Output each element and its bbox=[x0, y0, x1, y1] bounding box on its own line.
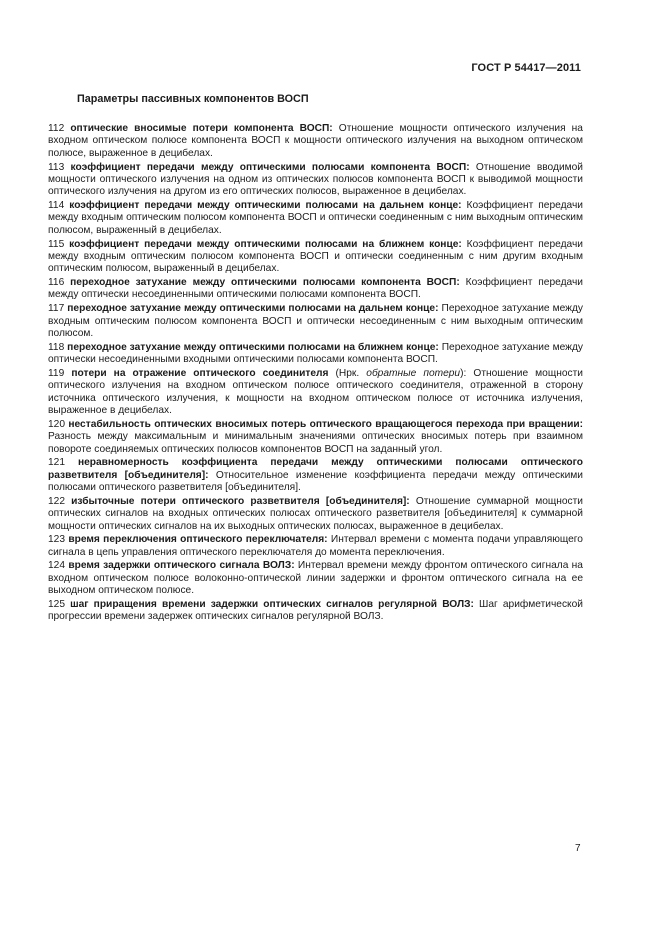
term-entry-123 bbox=[48, 534, 583, 559]
term-entry-122 bbox=[48, 496, 583, 533]
entry-term: переходное затухание между оптическими полюсами компонента ВОСП: bbox=[70, 277, 460, 289]
entry-number: 116 bbox=[48, 277, 65, 289]
entry-definition: Отношение мощности оптического излучения на входном оптическом полюсе оптического соединителя, отраженной в сторону источника оптического излучения, к мощности на входном оптическом полюсе от источника излучения, выраженное в децибелах. bbox=[48, 367, 583, 417]
term-entries bbox=[48, 123, 583, 625]
term-entry-115 bbox=[48, 239, 583, 276]
term-entry-113 bbox=[48, 162, 583, 199]
entry-term: время переключения оптического переключателя: bbox=[68, 534, 328, 546]
entry-number: 122 bbox=[48, 495, 65, 507]
entry-term: переходное затухание между оптическими полюсами на ближнем конце: bbox=[67, 341, 439, 353]
entry-term: неравномерность коэффициента передачи между оптическими полюсами оптического разветвителя [объединителя]: bbox=[48, 457, 583, 481]
section-title: Параметры пассивных компонентов ВОСП bbox=[77, 93, 309, 105]
entry-definition: Коэффициент передачи между входным оптическим полюсом компонента ВОСП и оптически соединенным с ним другим входным оптическим полюсом, выраженный в децибелах. bbox=[48, 238, 583, 275]
term-entry-116 bbox=[48, 277, 583, 302]
entry-definition: Отношение вводимой мощности оптического излучения на одном из оптических полюсов компонента ВОСП к выводимой мощности оптического излучения на другом из его оптических полюсов, выраженное в децибелах. bbox=[48, 161, 583, 198]
page-number: 7 bbox=[575, 843, 581, 854]
entry-number: 124 bbox=[48, 560, 65, 572]
entry-deprecated-note: (Нрк. обратные потери): bbox=[335, 367, 467, 379]
entry-definition: Отношение суммарной мощности оптических сигналов на входных оптических полюсах оптического разветвителя [объединителя] к суммарной мощности оптических сигналов на их выходных оптических полюсах, выраженное в децибелах. bbox=[48, 495, 583, 532]
entry-definition: Переходное затухание между входным оптическим полюсом компонента ВОСП и оптически несоединенным с ним выходным оптическим полюсом. bbox=[48, 303, 583, 339]
entry-term: время задержки оптического сигнала ВОЛЗ: bbox=[68, 560, 295, 572]
entry-number: 112 bbox=[48, 123, 65, 134]
entry-definition: Интервал времени между фронтом оптического сигнала на входном оптическом полюсе волоконно-оптической линии задержки и фронтом оптического сигнала на ее выходном оптическом полюсе. bbox=[48, 560, 583, 597]
entry-number: 123 bbox=[48, 534, 65, 546]
entry-definition: Переходное затухание между оптически несоединенными входными оптическими полюсами компонента ВОСП. bbox=[48, 341, 583, 366]
entry-term: избыточные потери оптического разветвителя [объединителя]: bbox=[71, 495, 410, 507]
entry-number: 120 bbox=[48, 418, 65, 430]
entry-term: коэффициент передачи между оптическими полюсами на ближнем конце: bbox=[69, 238, 462, 250]
term-entry-120 bbox=[48, 419, 583, 456]
entry-number: 125 bbox=[48, 598, 65, 610]
term-entry-121 bbox=[48, 457, 583, 494]
entry-term: потери на отражение оптического соединителя bbox=[71, 367, 329, 379]
entry-number: 113 bbox=[48, 161, 65, 173]
entry-term: оптические вносимые потери компонента ВОСП: bbox=[70, 123, 333, 134]
term-entry-119 bbox=[48, 368, 583, 418]
entry-number: 115 bbox=[48, 238, 65, 250]
entry-term: нестабильность оптических вносимых потерь оптического вращающегося перехода при вращении: bbox=[68, 418, 583, 430]
entry-term: коэффициент передачи между оптическими полюсами компонента ВОСП: bbox=[70, 161, 470, 173]
term-entry-118 bbox=[48, 342, 583, 367]
term-entry-117 bbox=[48, 303, 583, 340]
term-entry-124 bbox=[48, 560, 583, 597]
deprecated-term: обратные потери bbox=[366, 367, 461, 379]
entry-definition: Отношение мощности оптического излучения на входном оптическом полюсе компонента ВОСП к мощности оптического излучения на выходном оптическом полюсе, выраженное в децибелах. bbox=[48, 123, 583, 159]
entry-definition: Относительное изменение коэффициента передачи между оптическими полюсами оптического разветвителя [объединителя]. bbox=[48, 469, 583, 494]
entry-number: 121 bbox=[48, 457, 65, 469]
term-entry-125 bbox=[48, 599, 583, 624]
entry-number: 114 bbox=[48, 200, 65, 212]
entry-definition: Коэффициент передачи между входным оптическим полюсом компонента ВОСП и оптически соединенным с ним выходным оптическим полюсом, выраженный в децибелах. bbox=[48, 200, 583, 236]
term-entry-114 bbox=[48, 200, 583, 237]
entry-term: коэффициент передачи между оптическими полюсами на дальнем конце: bbox=[69, 200, 462, 212]
entry-definition: Коэффициент передачи между оптически несоединенными оптическими полюсами компонента ВОСП. bbox=[48, 277, 583, 301]
entry-term: переходное затухание между оптическими полюсами на дальнем конце: bbox=[67, 303, 439, 315]
entry-number: 119 bbox=[48, 367, 65, 379]
document-code: ГОСТ Р 54417—2011 bbox=[471, 62, 581, 74]
entry-number: 118 bbox=[48, 341, 65, 353]
entry-number: 117 bbox=[48, 303, 65, 315]
entry-definition: Интервал времени с момента подачи управляющего сигнала в цепь управления оптического переключателя до момента переключения. bbox=[48, 534, 583, 558]
entry-definition: Шаг арифметической прогрессии времени задержек оптических сигналов регулярной ВОЛЗ. bbox=[48, 598, 583, 623]
entry-definition: Разность между максимальным и минимальным значениями оптических вносимых потерь при взаимном повороте соединяемых оптических полюсов компонентов ВОСП на заданный угол. bbox=[48, 431, 583, 455]
term-entry-112 bbox=[48, 123, 583, 160]
entry-term: шаг приращения времени задержки оптических сигналов регулярной ВОЛЗ: bbox=[70, 598, 474, 610]
